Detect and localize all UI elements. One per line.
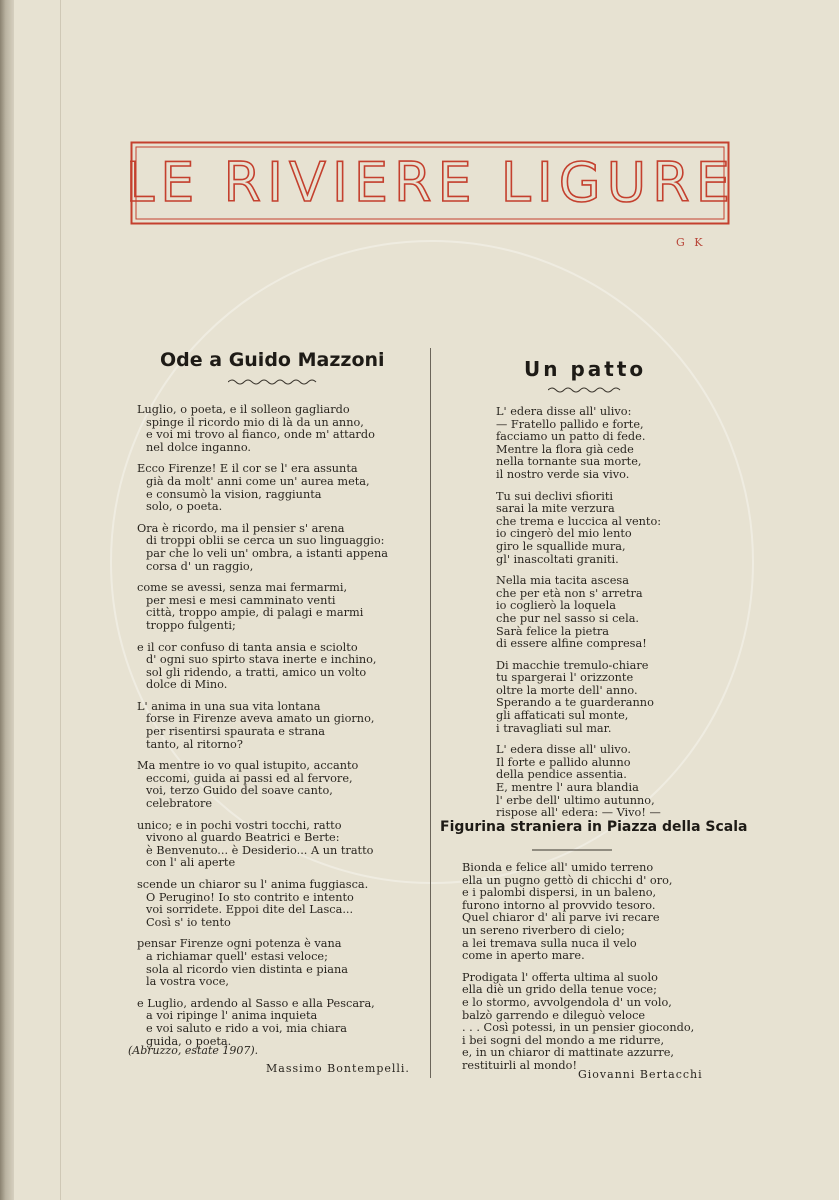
stanza xyxy=(496,406,661,482)
verse-line: Sarà felice la pietra xyxy=(496,624,610,638)
verse-line: e il cor confuso di tanta ansia e sciolto xyxy=(137,640,358,654)
verse-line: il nostro verde sia vivo. xyxy=(496,467,630,481)
ode-title: Ode a Guido Mazzoni xyxy=(160,349,385,371)
verse-line: troppo fulgenti; xyxy=(146,618,236,632)
verse-line: a lei tremava sulla nuca il velo xyxy=(462,936,637,950)
title-rule-icon xyxy=(532,846,612,854)
verse-line: rispose all' edera: — Vivo! — xyxy=(496,806,661,820)
signature-bertacchi: Giovanni Bertacchi xyxy=(578,1068,703,1081)
verse-line: Il forte e pallido alunno xyxy=(496,755,631,769)
verse-line: che pur nel sasso si cela. xyxy=(496,611,640,625)
verse-line: gl' inascoltati graniti. xyxy=(496,552,619,566)
verse-line: facciamo un patto di fede. xyxy=(496,430,646,444)
masthead-title: LE RIVIERE LIGURE xyxy=(130,151,730,214)
title-ornament-icon xyxy=(548,386,622,394)
verse-line: con l' ali aperte xyxy=(146,856,236,870)
verse-line: che per età non s' arretra xyxy=(496,586,643,600)
verse-line: Nella mia tacita ascesa xyxy=(496,574,629,588)
verse-line: e i palombi dispersi, in un baleno, xyxy=(462,886,657,900)
verse-line: Sperando a te guarderanno xyxy=(496,696,654,710)
verse-line: oltre la morte dell' anno. xyxy=(496,683,638,697)
stanza xyxy=(462,972,694,1073)
verse-line: come se avessi, senza mai fermarmi, xyxy=(137,581,348,595)
stanza xyxy=(496,491,661,567)
verse-line: e Luglio, ardendo al Sasso e alla Pescara, xyxy=(137,996,375,1010)
page-fold-line xyxy=(60,0,61,1200)
verse-line: città, troppo ampie, di palagi e marmi xyxy=(146,606,364,620)
verse-line: Ora è ricordo, ma il pensier s' arena xyxy=(137,521,345,535)
verse-line: E, mentre l' aura blandia xyxy=(496,781,639,795)
verse-line: Mentre la flora già cede xyxy=(496,442,634,456)
verse-line: Tu sui declivi sfioriti xyxy=(496,489,614,503)
verse-line: guida, o poeta. xyxy=(146,1034,232,1048)
column-divider xyxy=(430,348,431,1078)
verse-line: restituirli al mondo! xyxy=(462,1058,577,1072)
verse-line: unico; e in pochi vostri tocchi, ratto xyxy=(137,818,342,832)
verse-line: Di macchie tremulo-chiare xyxy=(496,658,649,672)
verse-line: Prodigata l' offerta ultima al suolo xyxy=(462,970,658,984)
verse-line: voi, terzo Guido del soave canto, xyxy=(146,784,333,798)
verse-line: e consumò la vision, raggiunta xyxy=(146,487,322,501)
verse-line: sarai la mite verzura xyxy=(496,502,615,516)
figurina-title: Figurina straniera in Piazza della Scala xyxy=(440,819,748,835)
verse-line: tu spargerai l' orizzonte xyxy=(496,671,634,685)
verse-line: celebratore xyxy=(146,797,213,811)
verse-line: la vostra voce, xyxy=(146,975,229,989)
verse-line: d' ogni suo spirto stava inerte e inchino, xyxy=(146,653,377,667)
verse-line: Ecco Firenze! E il cor se l' era assunta xyxy=(137,462,358,476)
verse-line: forse in Firenze aveva amato un giorno, xyxy=(146,712,375,726)
verse-line: voi sorridete. Eppoi dite del Lasca... xyxy=(146,903,354,917)
verse-line: furono intorno al provvido tesoro. xyxy=(462,898,656,912)
patto-title: Un patto xyxy=(524,357,647,381)
verse-line: solo, o poeta. xyxy=(146,500,223,514)
stanza xyxy=(462,862,694,963)
verse-line: ella un pugno gettò di chicchi d' oro, xyxy=(462,873,673,887)
stanza xyxy=(137,760,388,810)
verse-line: io cingerò del mio lento xyxy=(496,527,632,541)
verse-line: i bei sogni del mondo a me ridurre, xyxy=(462,1033,665,1047)
verse-line: l' erbe dell' ultimo autunno, xyxy=(496,793,655,807)
verse-line: scende un chiaror su l' anima fuggiasca. xyxy=(137,878,369,891)
verse-line: come in aperto mare. xyxy=(462,949,585,963)
verse-line: nella tornante sua morte, xyxy=(496,455,642,469)
verse-line: di troppi oblii se cerca un suo linguaggio: xyxy=(146,534,385,548)
verse-line: Così s' io tento xyxy=(146,915,231,929)
verse-line: ella diè un grido della tenue voce; xyxy=(462,983,657,997)
verse-line: della pendice assentia. xyxy=(496,768,627,782)
patto-poem xyxy=(496,406,661,829)
stanza xyxy=(137,463,388,513)
verse-line: Luglio, o poeta, e il solleon gagliardo xyxy=(137,403,350,416)
verse-line: nel dolce inganno. xyxy=(146,440,252,454)
verse-line: tanto, al ritorno? xyxy=(146,737,243,751)
stanza xyxy=(137,701,388,751)
verse-line: Bionda e felice all' umido terreno xyxy=(462,861,654,874)
poem-date: (Abruzzo, estate 1907). xyxy=(128,1044,259,1057)
verse-line: un sereno riverbero di cielo; xyxy=(462,923,625,937)
verse-line: gli affaticati sul monte, xyxy=(496,709,629,723)
verse-line: Ma mentre io vo qual istupito, accanto xyxy=(137,759,359,773)
verse-line: a richiamar quell' estasi veloce; xyxy=(146,949,328,963)
stanza xyxy=(496,660,661,736)
verse-line: a voi ripinge l' anima inquieta xyxy=(146,1009,318,1023)
verse-line: di essere alfine compresa! xyxy=(496,637,647,651)
stanza xyxy=(137,879,388,929)
verse-line: già da molt' anni come un' aurea meta, xyxy=(146,474,370,488)
verse-line: . . . Così potessi, in un pensier giocondo, xyxy=(462,1021,695,1035)
verse-line: per risentirsi spaurata e strana xyxy=(146,725,326,739)
stanza xyxy=(137,938,388,988)
ode-poem xyxy=(137,404,388,1057)
stanza xyxy=(137,523,388,573)
artist-initials: G K xyxy=(676,236,706,249)
stanza xyxy=(137,820,388,870)
verse-line: L' edera disse all' ulivo. xyxy=(496,743,631,757)
verse-line: par che lo veli un' ombra, a istanti appena xyxy=(146,546,388,560)
verse-line: che trema e luccica al vento: xyxy=(496,514,662,528)
verse-line: giro le squallide mura, xyxy=(496,539,626,553)
verse-line: L' anima in una sua vita lontana xyxy=(137,699,321,713)
verse-line: e lo stormo, avvolgendola d' un volo, xyxy=(462,995,672,1009)
verse-line: sol gli ridendo, a tratti, amico un volto xyxy=(146,665,367,679)
verse-line: sola al ricordo vien distinta e piana xyxy=(146,962,348,976)
stanza xyxy=(137,582,388,632)
title-ornament-icon xyxy=(228,378,320,386)
verse-line: è Benvenuto... è Desiderio... A un tratto xyxy=(146,843,374,857)
stanza xyxy=(137,998,388,1048)
verse-line: Quel chiaror d' ali parve ivi recare xyxy=(462,911,660,925)
verse-line: O Perugino! Io sto contrito e intento xyxy=(146,890,354,904)
verse-line: io coglierò la loquela xyxy=(496,599,616,613)
verse-line: corsa d' un raggio, xyxy=(146,559,254,573)
masthead-banner xyxy=(130,141,730,225)
book-spine-edge xyxy=(0,0,14,1200)
stanza xyxy=(137,642,388,692)
stanza xyxy=(496,744,661,820)
figurina-poem xyxy=(462,862,694,1082)
signature-bontempelli: Massimo Bontempelli. xyxy=(266,1062,410,1075)
verse-line: e, in un chiaror di mattinate azzurre, xyxy=(462,1046,675,1060)
verse-line: dolce di Mino. xyxy=(146,678,228,692)
verse-line: — Fratello pallido e forte, xyxy=(496,417,644,431)
verse-line: eccomi, guida ai passi ed al fervore, xyxy=(146,771,353,785)
verse-line: vivono al guardo Beatrici e Berte: xyxy=(146,831,340,845)
verse-line: i travagliati sul mar. xyxy=(496,721,612,735)
verse-line: e voi saluto e rido a voi, mia chiara xyxy=(146,1021,347,1035)
verse-line: L' edera disse all' ulivo: xyxy=(496,405,632,418)
stanza xyxy=(496,575,661,651)
verse-line: per mesi e mesi camminato venti xyxy=(146,593,336,607)
verse-line: e voi mi trovo al fianco, onde m' attardo xyxy=(146,428,375,442)
verse-line: pensar Firenze ogni potenza è vana xyxy=(137,937,342,951)
verse-line: balzò garrendo e dileguò veloce xyxy=(462,1008,646,1022)
stanza xyxy=(137,404,388,454)
masthead-frame-icon xyxy=(130,141,730,225)
verse-line: spinge il ricordo mio di là da un anno, xyxy=(146,415,364,429)
